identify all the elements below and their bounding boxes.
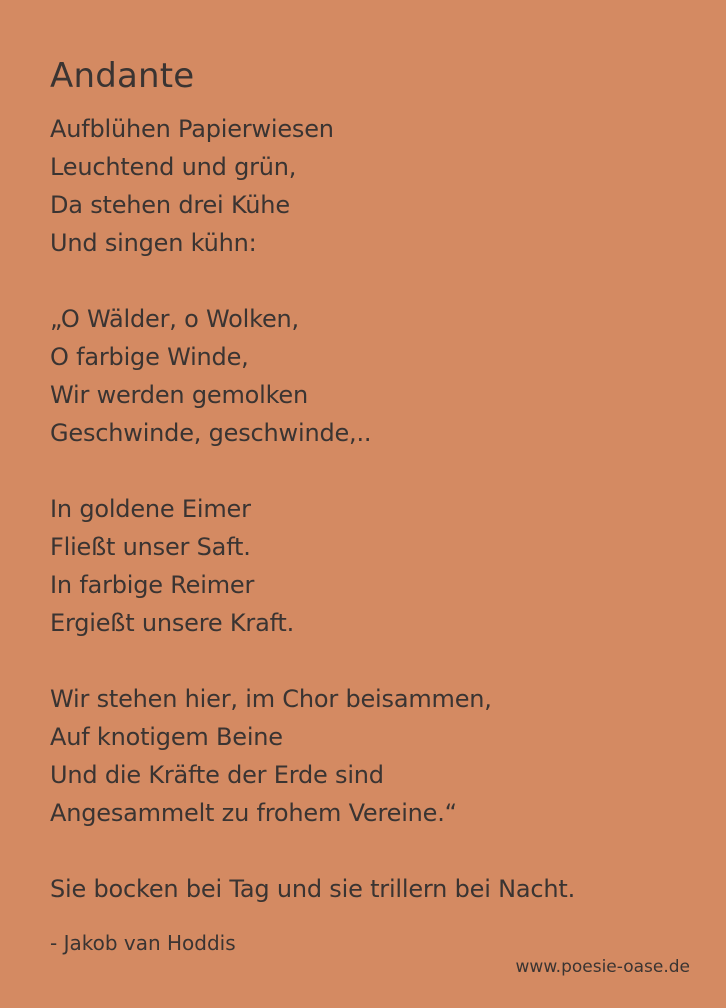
poem-line: In goldene Eimer bbox=[50, 495, 251, 523]
poem-line: Aufblühen Papierwiesen bbox=[50, 115, 334, 143]
poem-line: Und die Kräfte der Erde sind bbox=[50, 761, 384, 789]
poem-line: Ergießt unsere Kraft. bbox=[50, 609, 295, 637]
poem-line: Da stehen drei Kühe bbox=[50, 191, 290, 219]
poem-page bbox=[50, 52, 696, 946]
poem-body bbox=[50, 110, 696, 908]
poem-title: Andante bbox=[50, 56, 195, 96]
stanza bbox=[50, 870, 696, 908]
stanza bbox=[50, 490, 696, 642]
poem-line: Wir stehen hier, im Chor beisammen, bbox=[50, 685, 492, 713]
poem-line: „O Wälder, o Wolken, bbox=[50, 305, 299, 333]
author-credit: - Jakob van Hoddis bbox=[50, 931, 236, 955]
poem-line: In farbige Reimer bbox=[50, 571, 255, 599]
stanza bbox=[50, 110, 696, 262]
poem-line: Wir werden gemolken bbox=[50, 381, 308, 409]
poem-line: Geschwinde, geschwinde,.. bbox=[50, 419, 372, 447]
stanza bbox=[50, 300, 696, 452]
stanza bbox=[50, 680, 696, 832]
poem-line: Angesammelt zu frohem Vereine.“ bbox=[50, 799, 457, 827]
poem-line: Sie bocken bei Tag und sie trillern bei Nacht. bbox=[50, 875, 575, 903]
poem-line: Auf knotigem Beine bbox=[50, 723, 283, 751]
poem-line: O farbige Winde, bbox=[50, 343, 249, 371]
poem-line: Leuchtend und grün, bbox=[50, 153, 297, 181]
poem-line: Fließt unser Saft. bbox=[50, 533, 251, 561]
website-link[interactable]: www.poesie-oase.de bbox=[515, 957, 690, 977]
poem-line: Und singen kühn: bbox=[50, 229, 257, 257]
